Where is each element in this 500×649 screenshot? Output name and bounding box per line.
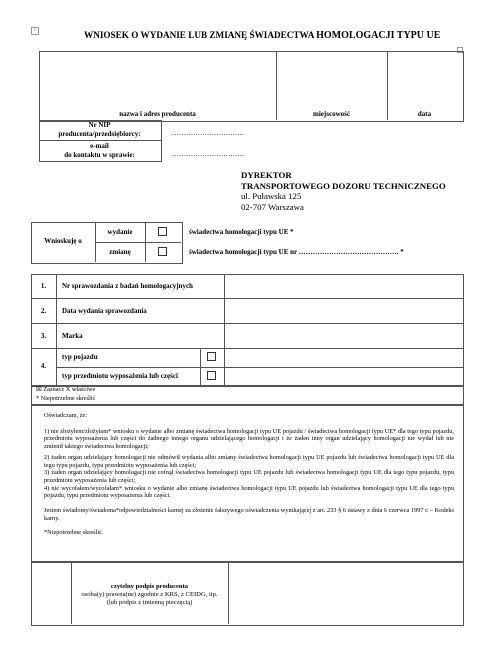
declaration-point-3: 3) żaden organ udzielający homologacji nie cofnął świadectwa homologacji typu UE pojazdu lub świadectwa homologacji typu UE dla tego typu pojazdu, typu przedmiotu wyposażenia lub części; — [44, 469, 454, 484]
brand-field[interactable] — [225, 324, 461, 348]
row-3-label: Marka — [62, 332, 83, 340]
row-2-number: 2. — [40, 307, 47, 315]
form-title: WNIOSEK O WYDANIE LUB ZMIANĘ ŚWIADECTWA HOMOLOGACJI TYPU UE — [84, 30, 441, 41]
option-change-checkbox[interactable] — [158, 247, 167, 256]
signature-field[interactable] — [229, 562, 461, 623]
email-label: e-mail do kontaktu w sprawie: — [64, 142, 135, 159]
certificate-change-text: świadectwa homologacji typu UE nr ……………………………………. * — [189, 248, 404, 256]
notes-box — [31, 385, 464, 406]
report-number-field[interactable] — [225, 275, 461, 298]
option-issue-checkbox[interactable] — [158, 227, 167, 236]
row-1-number: 1. — [40, 282, 47, 290]
date-label: data — [417, 110, 432, 118]
signature-block: czytelny podpis producenta osoba(y) prawna(ne) zgodnie z KRS, z CEIDG, itp. (lub podpis z imienną pieczęcią) — [81, 583, 218, 606]
declaration-point-4: 4) nie wycofałem/wycofałam* wniosku o wydanie albo zmianę świadectwa homologacji typu UE pojazdu lub świadectwa homologacji typu UE dla tego typu pojazdu, typu przedmiotu wyposażenia lub części. — [44, 484, 454, 500]
row-4-number: 4. — [40, 362, 47, 370]
notes: ☒ Zaznacz X właściwe * Niepotrzebne skreślić — [36, 386, 96, 402]
liability-statement: Jestem świadomy/świadoma*odpowiedzialności karnej za złożenie fałszywego oświadczenia wynikającej z art. 233 § 6 ustawy z dnia 6 czerwca 1997 r. – Kodeks karny. — [44, 507, 454, 522]
vehicle-type-checkbox[interactable] — [207, 352, 216, 361]
place-label: miejscowość — [313, 110, 350, 118]
report-date-field[interactable] — [225, 299, 461, 323]
email-field[interactable]: …………………………. — [172, 150, 244, 158]
equipment-type-checkbox[interactable] — [207, 371, 216, 380]
declaration-point-2: 2) żaden organ udzielający homologacji nie odmówił wydania albo zmiany świadectwa homologacji typu UE pojazdu lub świadectwa homologacji typu UE dla tego typu pojazdu, typu przedmiotu wyposażenia lub części; — [44, 453, 454, 469]
row-3-number: 3. — [40, 332, 47, 340]
table-move-handle-icon[interactable]: + — [31, 27, 39, 35]
certificate-issue-text: świadectwa homologacji typu UE * — [189, 228, 294, 236]
addressee-block: DYREKTOR TRANSPORTOWEGO DOZORU TECHNICZNEGO ul. Puławska 125 02-707 Warszawa — [241, 170, 446, 212]
row-1-label: Nr sprawozdania z badań homologacyjnych — [62, 282, 193, 290]
declaration-intro: Oświadczam, że: — [44, 412, 88, 419]
option-issue-label: wydanie — [107, 228, 133, 236]
producer-name-address-label: nazwa i adres producenta — [119, 110, 196, 118]
request-label: Wnioskuję o — [44, 237, 82, 245]
declaration-text — [44, 412, 454, 537]
equipment-type-label: typ przedmiotu wyposażenia lub części — [62, 372, 178, 380]
nip-label: Nr NIP producenta/przedsiębiorcy: — [58, 121, 141, 138]
vehicle-type-label: typ pojazdu — [62, 353, 98, 361]
nip-field[interactable]: …………………………. — [172, 129, 244, 137]
declaration-footnote: *Niepotrzebne skreślić. — [44, 529, 104, 537]
option-change-label: zmianę — [109, 248, 131, 256]
declaration-point-1: 1) nie złożyłem/złożyłam* wniosku o wydanie albo zmianę świadectwa homologacji typu UE pojazdu / świadectwa homologacji typu UE* dla tego typu pojazdu, przedmiotu wyposażenia lub części do żadnego innego organu udzielającego homologacji i że żaden inny organ udzielający homologacji nie wydał lub nie zmienił takiego świadectwa homologacji; — [44, 427, 454, 451]
row-2-label: Data wydania sprawozdania — [62, 307, 147, 315]
